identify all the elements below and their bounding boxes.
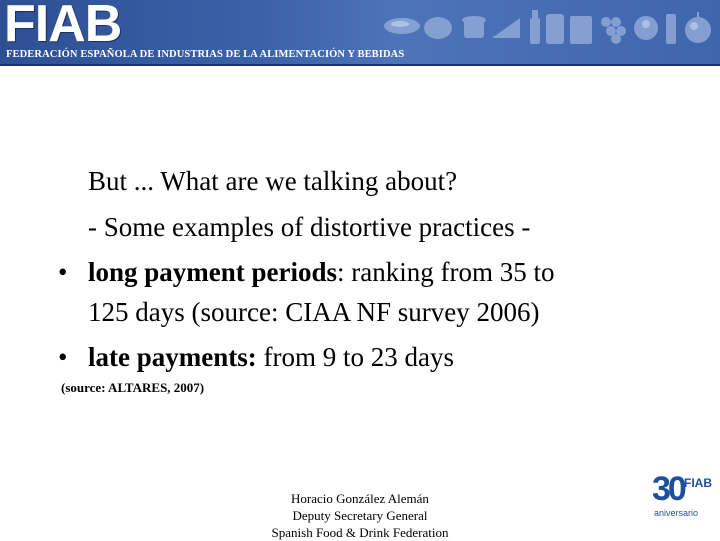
footer-role: Deputy Secretary General — [292, 508, 428, 523]
bullet-text: from 9 to 23 days — [256, 342, 454, 372]
bread-icon — [424, 17, 452, 39]
bottle-icon — [666, 14, 676, 44]
anniversary-brand: FIAB — [684, 476, 712, 490]
footer-name: Horacio González Alemán — [291, 491, 429, 506]
bullet-item-late-payment — [88, 341, 720, 373]
footer-credits — [240, 490, 480, 541]
bullet-item-long-payment-cont: 125 days (source: CIAA NF survey 2006) — [88, 297, 540, 327]
can-icon — [570, 16, 592, 44]
jar-icon — [546, 14, 564, 44]
anniversary-subtitle: aniversario — [654, 508, 699, 518]
bottle-icon — [530, 10, 540, 44]
fiab-logo: FIAB — [4, 0, 122, 53]
bullet-bold-term: late payments: — [88, 342, 257, 372]
grapes-icon — [601, 17, 626, 44]
footer-org: Spanish Food & Drink Federation — [271, 525, 449, 540]
federation-tagline: FEDERACIÓN ESPAÑOLA DE INDUSTRIAS DE LA ALIMENTACIÓN Y BEBIDAS — [6, 49, 405, 60]
bullet-marker: • — [58, 257, 68, 287]
anniversary-number: 30 — [652, 470, 684, 508]
cheese-icon — [492, 18, 520, 38]
bullet-text: : ranking from 35 to — [337, 257, 555, 287]
bullet-marker: • — [58, 342, 68, 372]
bullet-item-long-payment — [88, 256, 720, 288]
anniversary-logo — [650, 470, 716, 526]
bullet-bold-term: long payment periods — [88, 257, 338, 287]
header-divider — [0, 64, 720, 66]
food-decoration — [380, 4, 720, 50]
apple-icon — [685, 12, 711, 43]
heading-line-2: - Some examples of distortive practices - — [88, 212, 531, 242]
header-banner — [0, 0, 720, 64]
heading-line-1: But ... What are we talking about? — [88, 166, 458, 196]
cup-icon — [462, 16, 486, 38]
source-note: (source: ALTARES, 2007) — [61, 380, 205, 395]
